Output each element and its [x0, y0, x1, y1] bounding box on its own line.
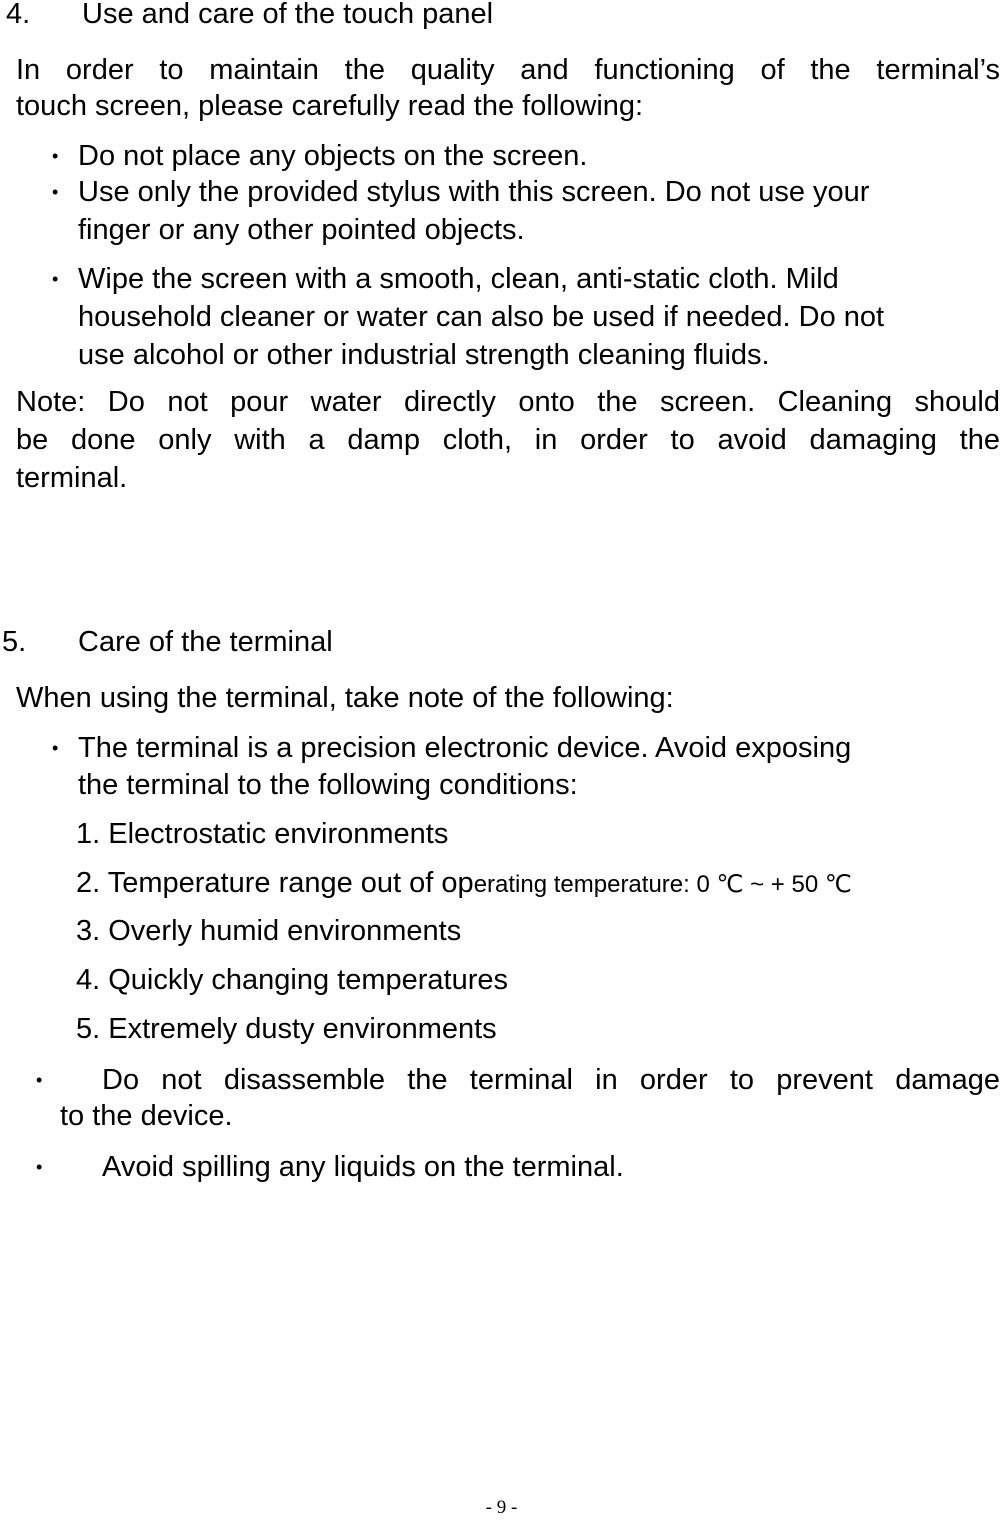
bullet-icon: • [36, 1157, 43, 1177]
section-4-bullet-1: Do not place any objects on the screen. [78, 140, 588, 172]
section-4-heading [6, 0, 493, 31]
section-4-number: 4. [6, 0, 31, 30]
section-4-note-line-2: be done only with a damp cloth, in order to avoid damaging the [16, 424, 1000, 456]
section-4-title: Use and care of the touch panel [82, 0, 494, 30]
section-5-intro: When using the terminal, take note of the following: [16, 682, 674, 714]
section-4-bullet-2-line-1: Use only the provided stylus with this screen. Do not use your [78, 176, 870, 208]
section-5-number: 5. [2, 626, 27, 658]
condition-5: 5. Extremely dusty environments [76, 1013, 497, 1045]
bullet-icon: • [52, 146, 59, 166]
bullet-icon: • [52, 269, 59, 289]
section-4-note-line-1: Note: Do not pour water directly onto the screen. Cleaning should [16, 386, 1000, 418]
section-4-bullet-3-line-1: Wipe the screen with a smooth, clean, anti-static cloth. Mild [78, 263, 839, 295]
section-4-bullet-3-line-2: household cleaner or water can also be used if needed. Do not [78, 301, 885, 333]
section-5-bullet-1-line-1: The terminal is a precision electronic device. Avoid exposing [78, 732, 852, 764]
condition-2-temperature-range: erating temperature: 0 ℃ ~ + 50 ℃ [473, 871, 852, 898]
bullet-icon: • [52, 182, 59, 202]
bullet-icon: • [52, 738, 59, 758]
section-4-intro-line-2: touch screen, please carefully read the following: [16, 90, 644, 122]
section-5-bullet-1-line-2: the terminal to the following conditions: [78, 769, 578, 801]
condition-1: 1. Electrostatic environments [76, 818, 449, 850]
section-4-note-line-3: terminal. [16, 462, 128, 494]
condition-4: 4. Quickly changing temperatures [76, 964, 508, 996]
section-4-intro-line-1: In order to maintain the quality and functioning of the terminal’s [16, 54, 1000, 86]
section-4-bullet-2-line-2: finger or any other pointed objects. [78, 214, 525, 246]
section-5-bullet-2-line-1: Do not disassemble the terminal in order to prevent damage [102, 1064, 1000, 1096]
section-5-title: Care of the terminal [78, 626, 333, 658]
condition-2 [76, 866, 852, 902]
page-number: - 9 - [485, 1497, 518, 1518]
section-5-bullet-2-line-2: to the device. [60, 1100, 233, 1132]
condition-3: 3. Overly humid environments [76, 915, 462, 947]
section-4-bullet-3-line-3: use alcohol or other industrial strength cleaning fluids. [78, 339, 770, 371]
condition-2-text: 2. Temperature range out of op [76, 867, 474, 899]
bullet-icon: • [36, 1070, 43, 1090]
section-5-bullet-3: Avoid spilling any liquids on the terminal. [102, 1151, 624, 1183]
section-5-heading [2, 625, 333, 659]
